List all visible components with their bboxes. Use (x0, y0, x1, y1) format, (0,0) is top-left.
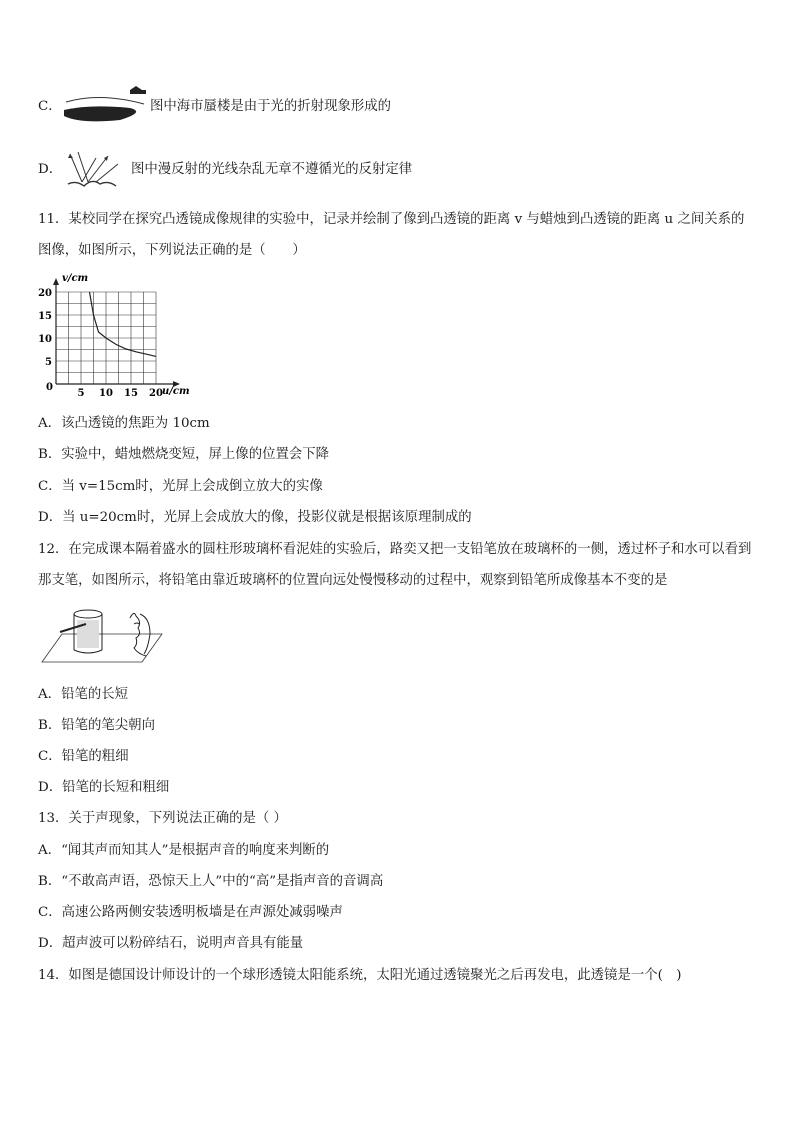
option-letter: B． (38, 718, 62, 733)
question-12-stem: 12．在完成课本隔着盛水的圆柱形玻璃杯看泥娃的实验后，路奕又把一支铅笔放在玻璃杯的一侧，透过杯子和水可以看到那支笔，如图所示，将铅笔由靠近玻璃杯的位置向远处慢慢移动的过程中，观察到铅笔所成像基本不变的是 (38, 542, 752, 588)
option-text: 该凸透镜的焦距为 10cm (61, 416, 210, 431)
option-letter: B． (38, 447, 62, 462)
q11-option-d (38, 508, 472, 528)
diffuse-reflection-icon (66, 150, 126, 192)
option-text: “不敢高声语，恐惊天上人”中的“高”是指声音的音调高 (61, 874, 384, 889)
option-text: 当 v=15cm时，光屏上会成倒立放大的实像 (61, 479, 323, 494)
q12-option-c (38, 747, 129, 767)
q12-option-d (38, 778, 169, 798)
option-letter: D． (38, 510, 63, 525)
option-letter: A． (38, 687, 62, 702)
q11-option-a (38, 414, 210, 434)
option-letter: A． (38, 416, 62, 431)
option-text: “闻其声而知其人”是根据声音的响度来判断的 (61, 843, 330, 858)
question-11-stem: 11．某校同学在探究凸透镜成像规律的实验中，记录并绘制了像到凸透镜的距离 v 与蜡烛到凸透镜的距离 u 之间关系的图像，如图所示，下列说法正确的是（ ） (38, 212, 745, 258)
x-tick-label: 10 (99, 388, 113, 399)
option-text: 实验中，蜡烛燃烧变短，屏上像的位置会下降 (61, 447, 330, 462)
y-tick-label: 20 (38, 288, 52, 299)
option-text: 当 u=20cm时，光屏上会成放大的像，投影仪就是根据该原理制成的 (62, 510, 472, 525)
option-text: 铅笔的长短和粗细 (62, 780, 170, 795)
option-letter: C． (38, 905, 62, 920)
x-axis-label: u/cm (162, 386, 190, 397)
option-text: 铅笔的粗细 (61, 749, 129, 764)
q11-option-c (38, 477, 323, 497)
q11-option-b (38, 445, 329, 465)
y-axis-arrow (53, 278, 59, 285)
question-14-stem: 14．如图是德国设计师设计的一个球形透镜太阳能系统，太阳光通过透镜聚光之后再发电，此透镜是一个( ) (38, 968, 682, 983)
option-letter: D． (38, 936, 63, 951)
q13-option-b (38, 872, 383, 892)
origin-label: 0 (46, 382, 53, 393)
option-letter: C． (38, 749, 62, 764)
question-13-stem: 13．关于声现象，下列说法正确的是（ ） (38, 811, 287, 826)
x-tick-label: 15 (124, 388, 138, 399)
v-u-chart (36, 270, 196, 400)
x-tick-label: 5 (77, 388, 85, 399)
option-letter: C． (38, 99, 62, 114)
v-u-curve (90, 292, 157, 356)
q13-option-c (38, 903, 343, 923)
option-letter: C． (38, 479, 62, 494)
option-letter: B． (38, 874, 62, 889)
option-c-prev-text: 图中海市蜃楼是由于光的折射现象形成的 (150, 99, 392, 114)
option-letter: D． (38, 780, 63, 795)
y-tick-label: 15 (38, 311, 52, 322)
mirage-ship-icon (60, 84, 148, 128)
option-letter: D． (38, 162, 63, 177)
y-tick-label: 10 (38, 334, 52, 345)
x-tick-label: 20 (149, 388, 163, 399)
option-text: 高速公路两侧安装透明板墙是在声源处减弱噪声 (61, 905, 343, 920)
chart-axes (53, 278, 180, 387)
option-text: 铅笔的长短 (61, 687, 129, 702)
q13-option-a (38, 841, 329, 861)
option-text: 铅笔的笔尖朝向 (61, 718, 155, 733)
q12-option-b (38, 716, 155, 736)
option-letter: A． (38, 843, 62, 858)
y-axis-label: v/cm (62, 273, 89, 284)
y-tick-label: 5 (45, 357, 52, 368)
glass-pencil-eye-icon (38, 604, 168, 666)
q13-option-d (38, 934, 303, 954)
option-text: 超声波可以粉碎结石，说明声音具有能量 (62, 936, 304, 951)
option-d-prev (38, 160, 62, 180)
option-c-prev (38, 97, 62, 117)
chart-tick-labels (38, 288, 163, 399)
q12-option-a (38, 685, 128, 705)
option-d-prev-text: 图中漫反射的光线杂乱无章不遵循光的反射定律 (131, 162, 413, 177)
